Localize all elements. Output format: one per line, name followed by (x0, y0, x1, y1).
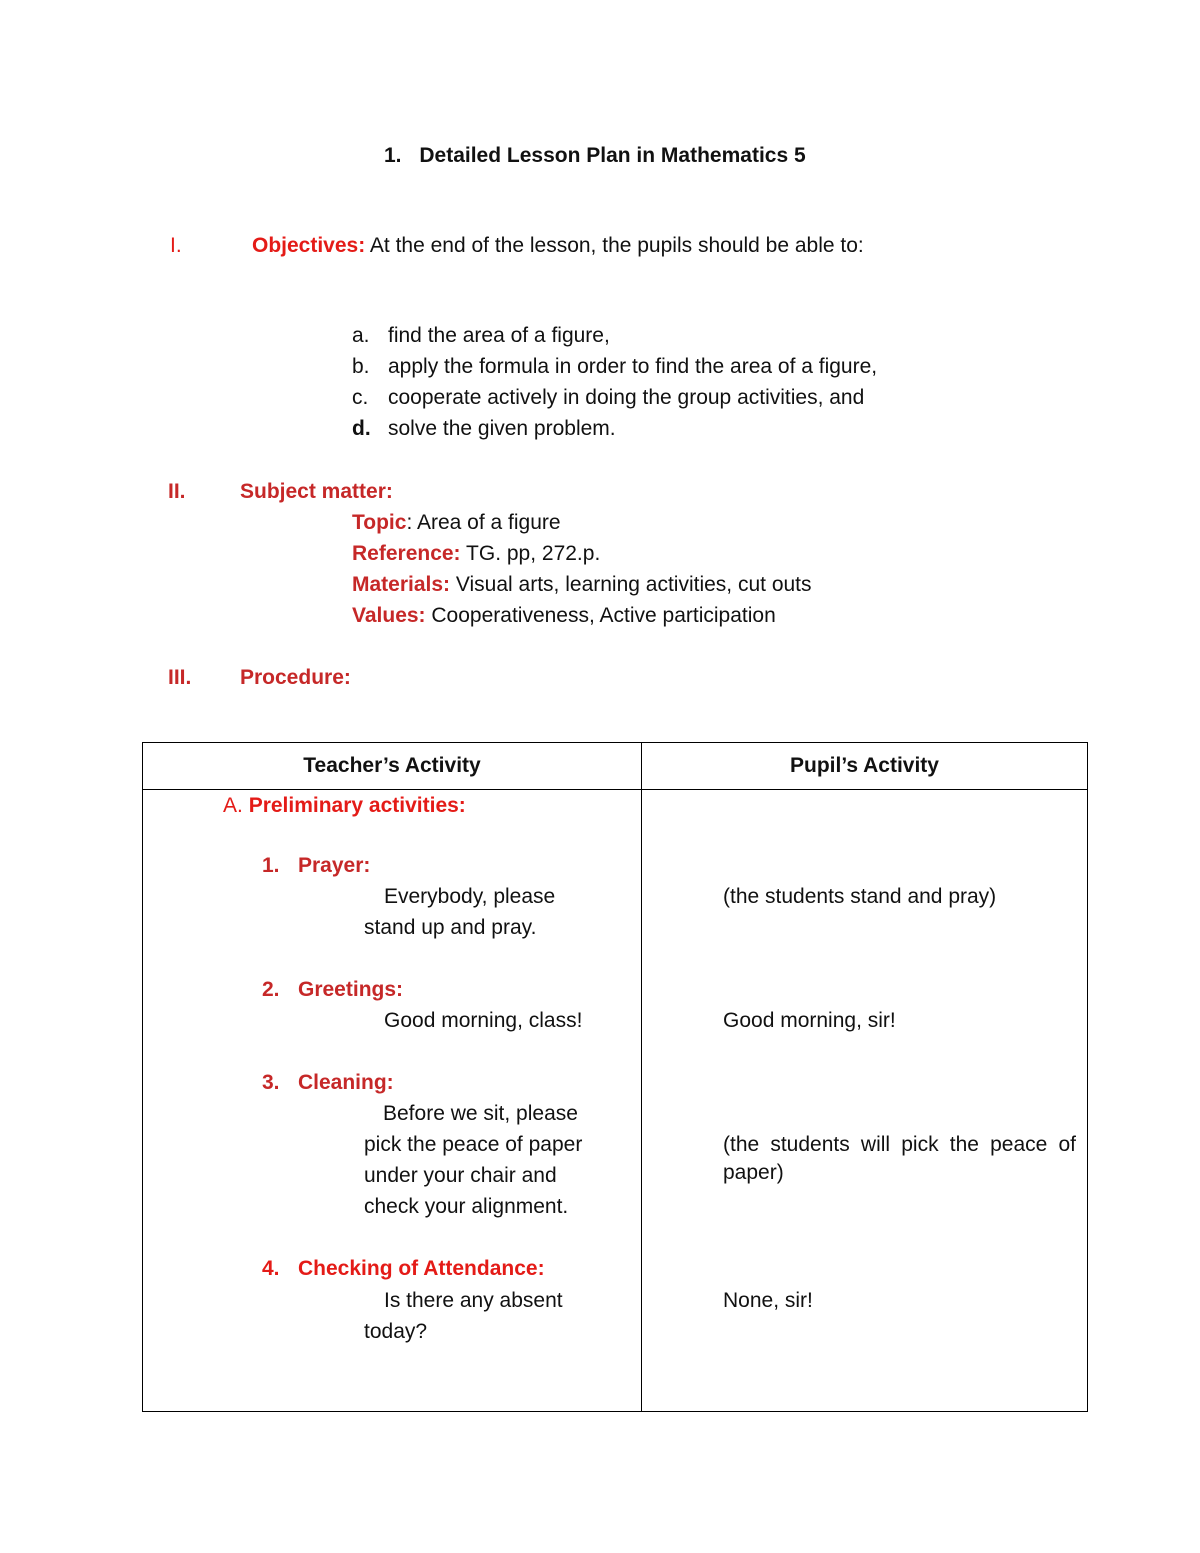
step-heading (262, 976, 403, 1004)
title-text: Detailed Lesson Plan in Mathematics 5 (419, 144, 806, 167)
objective-item-b (352, 353, 877, 381)
procedure-heading: Procedure: (240, 666, 351, 689)
materials-value: Visual arts, learning activities, cut outs (455, 573, 812, 596)
teacher-line: pick the peace of paper (364, 1133, 583, 1156)
step-heading (262, 1255, 545, 1283)
teacher-line: check your alignment. (364, 1195, 569, 1218)
title-number: 1. (384, 144, 402, 167)
objectives-label: Objectives: (252, 234, 366, 257)
teacher-activity-header: Teacher’s Activity (143, 743, 642, 790)
page-title (384, 142, 806, 170)
teacher-line: under your chair and (364, 1164, 557, 1187)
teacher-line: Everybody, please (384, 885, 556, 908)
pupil-response: None, sir! (723, 1289, 813, 1312)
pupil-response: (the students will pick the peace of paper) (723, 1133, 1076, 1184)
subject-numeral: II. (168, 480, 186, 503)
teacher-line: Before we sit, please (383, 1102, 578, 1125)
pupil-response: Good morning, sir! (723, 1009, 896, 1032)
values-value: Cooperativeness, Active participation (431, 604, 776, 627)
objective-text: apply the formula in order to find the area of a figure, (388, 355, 878, 378)
objective-text: cooperate actively in doing the group activities, and (388, 386, 865, 409)
values-label: Values: (352, 604, 426, 627)
teacher-activity-cell (143, 790, 642, 1412)
step-number: 3. (262, 1071, 280, 1094)
objective-letter: a. (352, 324, 370, 347)
materials-line (352, 571, 812, 599)
step-heading (262, 1069, 394, 1097)
topic-label: Topic (352, 511, 407, 534)
teacher-line: today? (364, 1320, 428, 1343)
table-header-row (143, 743, 1088, 790)
step-title: Checking of Attendance: (298, 1257, 545, 1280)
section-title: Preliminary activities: (248, 794, 466, 817)
section-letter: A. (223, 794, 243, 817)
subject-heading: Subject matter: (240, 480, 393, 503)
step-number: 4. (262, 1257, 280, 1280)
objective-text: solve the given problem. (388, 417, 616, 440)
topic-line (352, 509, 561, 537)
materials-label: Materials: (352, 573, 451, 596)
objectives-heading (252, 232, 864, 260)
teacher-line: Is there any absent (384, 1289, 563, 1312)
teacher-line: stand up and pray. (364, 916, 537, 939)
objective-item-d (352, 415, 616, 443)
topic-value: : Area of a figure (406, 511, 561, 534)
procedure-numeral: III. (168, 666, 192, 689)
objective-letter: d. (352, 417, 371, 440)
objectives-numeral: I. (170, 234, 182, 257)
objectives-intro: At the end of the lesson, the pupils should be able to: (369, 234, 864, 257)
reference-label: Reference: (352, 542, 461, 565)
step-title: Cleaning: (298, 1071, 394, 1094)
values-line (352, 602, 776, 630)
objective-text: find the area of a figure, (388, 324, 610, 347)
objective-letter: c. (352, 386, 369, 409)
section-heading (223, 792, 466, 820)
pupil-activity-cell (642, 790, 1088, 1412)
objective-item-c (352, 384, 864, 412)
objective-letter: b. (352, 355, 370, 378)
pupil-activity-header: Pupil’s Activity (642, 743, 1088, 790)
step-heading (262, 852, 370, 880)
reference-value: TG. pp, 272.p. (466, 542, 601, 565)
objective-item-a (352, 322, 610, 350)
pupil-response: (the students stand and pray) (723, 885, 997, 908)
reference-line (352, 540, 600, 568)
activity-table (142, 742, 1088, 1412)
step-title: Greetings: (298, 978, 404, 1001)
teacher-line: Good morning, class! (384, 1009, 583, 1032)
step-number: 2. (262, 978, 280, 1001)
step-title: Prayer: (298, 854, 371, 877)
table-body-row (143, 790, 1088, 1412)
step-number: 1. (262, 854, 280, 877)
